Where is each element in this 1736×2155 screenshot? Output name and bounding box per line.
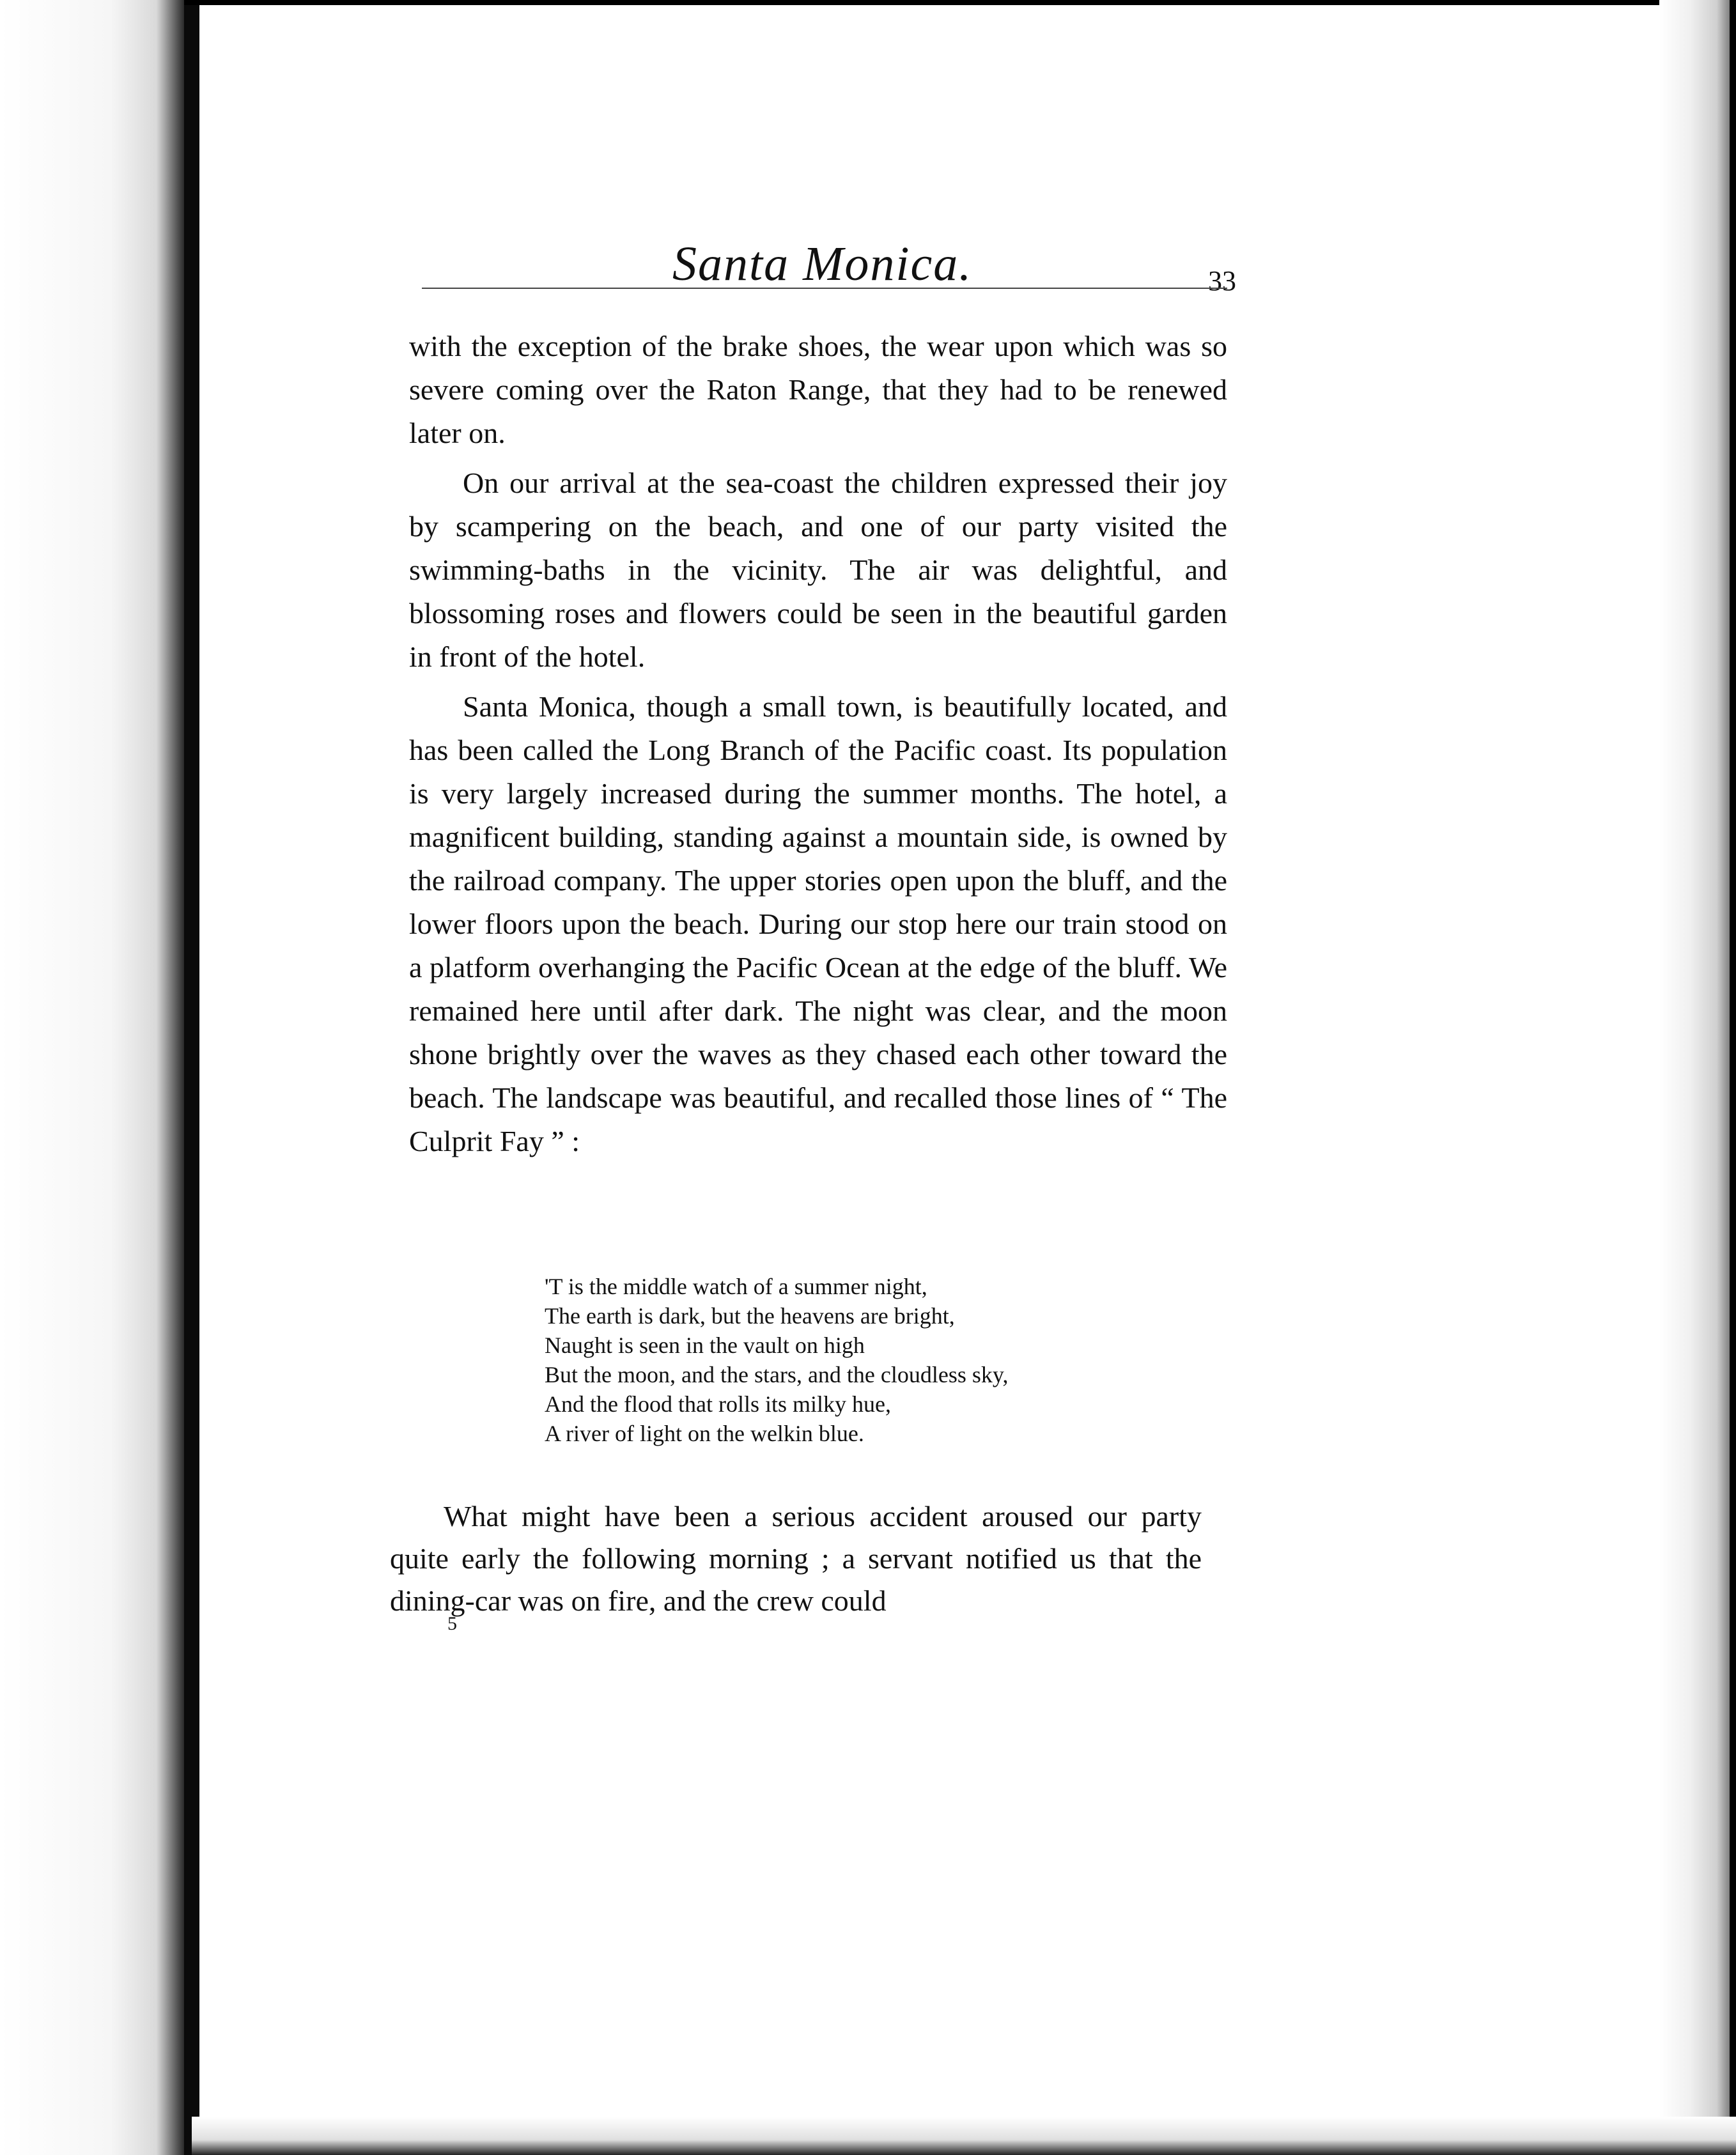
poem-line: But the moon, and the stars, and the cloudless sky, xyxy=(545,1362,1009,1387)
header-rule xyxy=(422,288,1227,289)
running-title: Santa Monica. xyxy=(672,237,973,291)
poem-line: A river of light on the welkin blue. xyxy=(545,1421,864,1446)
right-scan-border xyxy=(1730,0,1736,2155)
poem-line: 'T is the middle watch of a summer night, xyxy=(545,1274,927,1299)
book-spine xyxy=(184,0,199,2155)
poem-line: The earth is dark, but the heavens are bright, xyxy=(545,1303,955,1329)
paragraph-arrival: On our arrival at the sea-coast the children expressed their joy by scampering on the beach, and one of our party visited the swimming-baths in the vicinity. The air was delightful, and blossoming roses and flowers could be seen in the beautiful garden in front of the hotel. xyxy=(409,467,1227,673)
paragraph-continued: with the exception of the brake shoes, the wear upon which was so severe coming over the Raton Range, that they had to be renewed later on. xyxy=(409,330,1227,449)
running-head xyxy=(422,231,1236,308)
bottom-scan-shadow xyxy=(192,2117,1736,2155)
page-edge-shadow xyxy=(1659,0,1736,2155)
top-scan-border xyxy=(184,0,1736,5)
paragraph-santa-monica: Santa Monica, though a small town, is beautifully located, and has been called the Long Branch of the Pacific coast. Its population is very largely increased during the summer months. The hotel, a magnificent building, standing against a mountain side, is owned by the railroad company. The upper stories open upon the bluff, and the lower floors upon the beach. During our stop here our train stood on a platform overhanging the Pacific Ocean at the edge of the bluff. We remained here until after dark. The night was clear, and the moon shone brightly over the waves as they chased each other toward the beach. The landscape was beautiful, and recalled those lines of “ The Culprit Fay ” : xyxy=(409,690,1227,1157)
signature-mark: 5 xyxy=(447,1613,457,1634)
paragraph-accident: What might have been a serious accident aroused our party quite early the following morning ; a servant notified us that the dining-car was on fire, and the crew could xyxy=(390,1500,1202,1617)
poem-line: And the flood that rolls its milky hue, xyxy=(545,1391,891,1417)
continuation-text xyxy=(390,1495,1202,1622)
poem-quotation xyxy=(545,1272,1133,1448)
page-number: 33 xyxy=(1208,265,1236,297)
poem-line: Naught is seen in the vault on high xyxy=(545,1332,865,1358)
main-text xyxy=(409,325,1227,1163)
facing-page-edge xyxy=(0,0,184,2155)
